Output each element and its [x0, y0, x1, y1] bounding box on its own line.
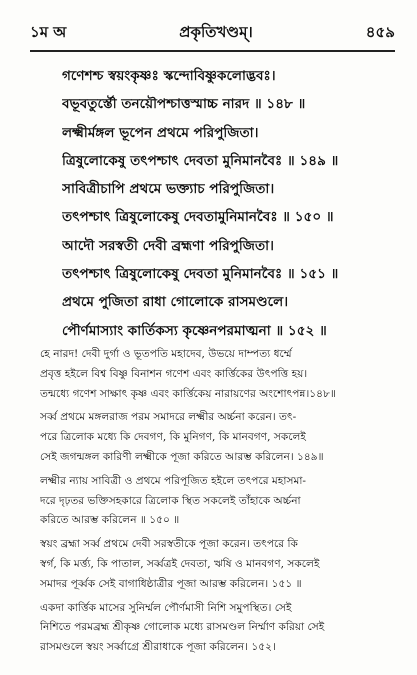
commentary-line: প্রবৃত্ত হইলে বিশ্ব বিষ্ণু বিনাশন গণেশ এবং কার্ত্তিকের উৎপত্তি হয়।	[40, 367, 308, 380]
commentary-line: একদা কার্ত্তিক মাসের সুনির্ম্মল পৌর্ণমাসী নিশি সমুপস্থিত। সেই	[40, 601, 292, 614]
commentary-line: তন্মধ্যে গণেশ সাক্ষাৎ কৃষ্ণ এবং কার্ত্তিকেয় নারায়ণের অংশোৎপন্ন।১৪৮॥	[40, 387, 336, 400]
verse-line: প্রথমে পুজিতা রাধা গোলোকে রাসমণ্ডলে।	[62, 294, 289, 311]
commentary-line: সর্ব্ব প্রথমে মঙ্গলরাজ পরম সমাদরে লক্ষ্মীর অর্চ্চনা করেন। তৎ-	[40, 411, 297, 424]
commentary-paragraph	[40, 408, 388, 467]
sanskrit-verses	[62, 62, 382, 345]
commentary-paragraph	[40, 472, 388, 531]
commentary-line: সমাদর পূর্ব্বক সেই বাগাধিষ্ঠাত্রীর পূজা আরম্ভ করিলেন। ১৫১ ॥	[40, 577, 302, 590]
verse-line: সাবিত্রীচাপি প্রথমে ভক্ত্যাচ পরিপুজিতা।	[62, 181, 275, 198]
commentary-line: স্বর্গ, কি মর্ত্ত্য, কি পাতাল, সর্ব্বত্রই দেবতা, ঋষি ও মানবগণ, সকলেই	[40, 557, 320, 570]
commentary-paragraph	[40, 599, 388, 658]
commentary-line: স্বয়ং ব্রহ্মা সর্ব্ব প্রথমে দেবী সরস্বতীকে পূজা করেন। তৎপরে কি	[40, 538, 298, 551]
page-header	[30, 20, 395, 46]
commentary-line: রাসমণ্ডলে স্বয়ং সর্ব্বাগ্রে শ্রীরাধাকে পূজা করিলেন। ১৫২।	[40, 641, 276, 654]
bengali-commentary	[40, 345, 388, 658]
commentary-line: লক্ষ্মীর ন্যায় সাবিত্রী ও প্রথমে পরিপূজিত হইলে তৎপরে মহাসমা-	[40, 474, 306, 487]
commentary-line: নিশিতে পরমব্রহ্ম শ্রীকৃষ্ণ গোলোক মধ্যে রাসমণ্ডল নির্ম্মাণ করিয়া সেই	[40, 621, 325, 634]
verse-line: গণেশশ্চ স্বয়ংকৃষ্ণঃ স্কন্দোবিষ্ণুকলোদ্ভবঃ।	[62, 68, 276, 84]
verse-line: পৌর্ণমাস্যাং কার্তিকস্য কৃষ্ণেনপরমাত্মনা ॥ ১৫২ ॥	[62, 322, 327, 339]
chapter-marker: ১ম অ	[30, 22, 67, 41]
verse-line: তৎপশ্চাৎ ত্রিষুলোকেষু দেবতামুনিমানবৈঃ ॥ ১৫০ ॥	[62, 209, 334, 226]
commentary-line: পরে ত্রিলোক মধ্যে কি দেবগণ, কি মুনিগণ, কি মানবগণ, সকলেই	[40, 431, 306, 444]
verse-line: তৎপশ্চাৎ ত্রিষুলোকেষু দেবতা মুনিমানবৈঃ ॥ ১৫১ ॥	[62, 266, 339, 283]
verse-line: লক্ষ্মীর্মঙ্গল ভূপেন প্রথমে পরিপুজিতা।	[62, 124, 259, 141]
commentary-line: দরে দৃঢ়তর ভক্তিসহকারে ত্রিলোক স্থিত সকলেই তাঁহাকে অর্চ্চনা	[40, 494, 301, 507]
verse-line: বভূবতুর্স্তৌ তনয়ৌপশ্চাত্তস্মাচ্চ নারদ ॥ ১৪৮ ॥	[62, 96, 306, 113]
commentary-paragraph	[40, 535, 388, 594]
commentary-line: সেই জগন্মঙ্গল কারিণী লক্ষ্মীকে পূজা করিতে আরম্ভ করিলেন। ১৪৯॥	[40, 450, 324, 463]
commentary-line: হে নারদ! দেবী দুর্গা ও ভূতপতি মহাদেব, উভয়ে দাম্পত্য ধর্ম্মে	[40, 348, 292, 360]
header-rule	[30, 50, 395, 52]
running-title: প্রকৃতিখণ্ডম্।	[179, 22, 253, 41]
commentary-paragraph	[40, 345, 388, 404]
commentary-line: করিতে আরম্ভ করিলেন ॥ ১৫০ ॥	[40, 514, 180, 527]
verse-line: আদৌ সরস্বতী দেবী ব্রহ্মণা পরিপুজিতা।	[62, 237, 274, 254]
page-number: ৪৫৯	[365, 22, 395, 41]
verse-line: ত্রিষুলোকেষু তৎপশ্চাৎ দেবতা মুনিমানবৈঃ ॥ ১৪৯ ॥	[62, 152, 339, 169]
